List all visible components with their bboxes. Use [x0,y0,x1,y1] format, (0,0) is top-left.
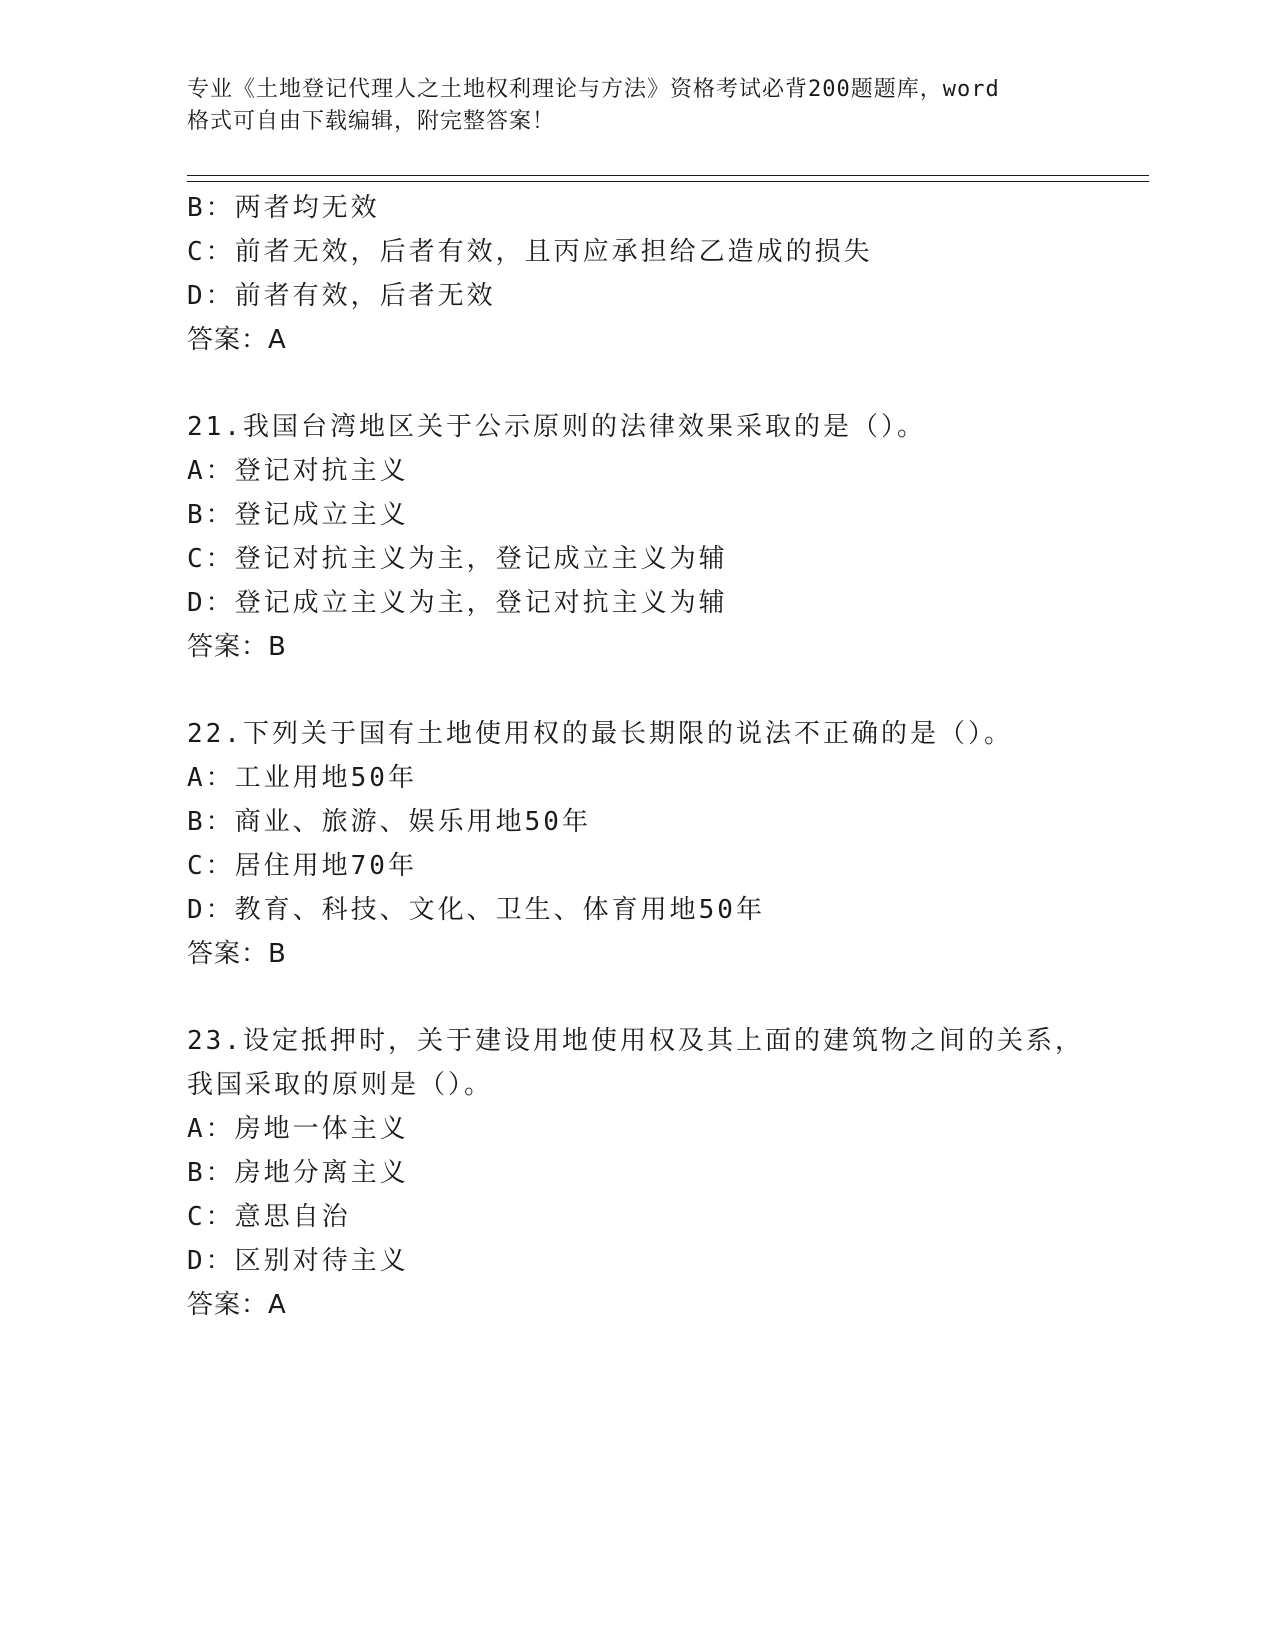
q21-stem: 21.我国台湾地区关于公示原则的法律效果采取的是（）。 [187,412,926,442]
q23-option-b: B：房地分离主义 [187,1158,409,1188]
q21-option-a: A：登记对抗主义 [187,456,409,486]
q21-option-b: B：登记成立主义 [187,500,409,530]
header-line-1: 专业《土地登记代理人之土地权利理论与方法》资格考试必背200题题库，word [187,77,1000,102]
q20-option-d: D：前者有效，后者无效 [187,281,496,311]
q20-answer: 答案：A [187,325,287,355]
q20-option-b: B：两者均无效 [187,193,380,223]
q23-option-d: D：区别对待主义 [187,1246,409,1276]
q22-stem: 22.下列关于国有土地使用权的最长期限的说法不正确的是（）。 [187,719,1013,749]
header-divider-top [187,175,1149,176]
q22-option-b: B：商业、旅游、娱乐用地50年 [187,807,591,837]
q21-answer: 答案：B [187,632,287,662]
q22-option-a: A：工业用地50年 [187,763,417,793]
q21-option-d: D：登记成立主义为主，登记对抗主义为辅 [187,588,728,618]
q23-answer: 答案：A [187,1290,287,1320]
header-divider-bottom [187,181,1149,182]
q23-option-a: A：房地一体主义 [187,1114,409,1144]
q22-option-d: D：教育、科技、文化、卫生、体育用地50年 [187,895,765,925]
q21-option-c: C：登记对抗主义为主，登记成立主义为辅 [187,544,728,574]
q22-option-c: C：居住用地70年 [187,851,417,881]
q23-option-c: C：意思自治 [187,1202,351,1232]
document-header [187,74,1087,138]
header-line-2: 格式可自由下载编辑，附完整答案！ [187,109,556,134]
q20-option-c: C：前者无效，后者有效，且丙应承担给乙造成的损失 [187,237,873,267]
q22-answer: 答案：B [187,939,287,969]
q23-stem-line-2: 我国采取的原则是（）。 [187,1070,494,1100]
q23-stem-line-1: 23.设定抵押时，关于建设用地使用权及其上面的建筑物之间的关系， [187,1026,1084,1056]
